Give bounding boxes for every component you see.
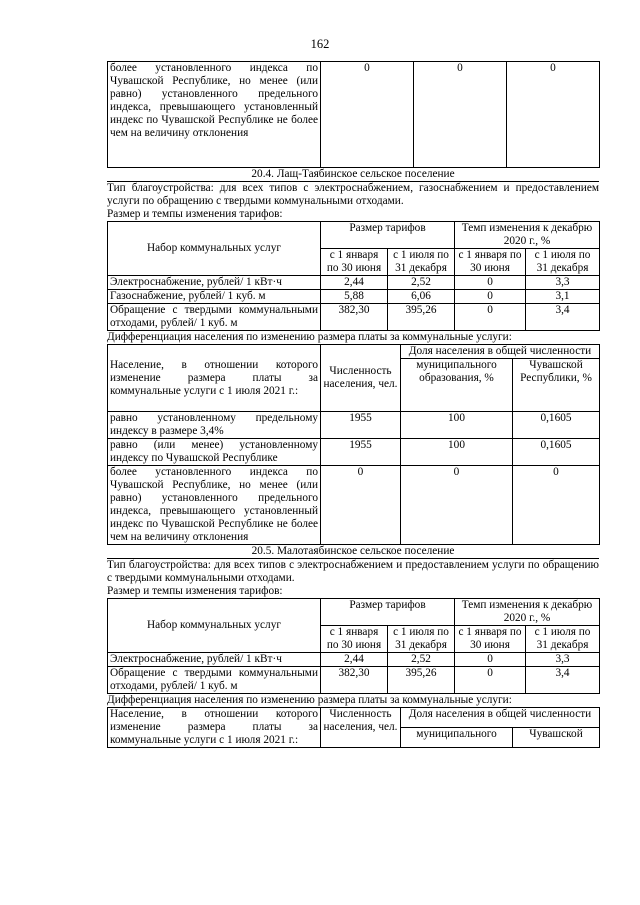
header-population: Население, в отношении которого изменение размера платы за коммунальные услуги с 1 июля 2021 г.: (108, 708, 321, 748)
cell-rep: 0 (507, 62, 600, 168)
cell-count: 0 (321, 62, 414, 168)
section-title-20-4: 20.4. Лащ-Таябинское сельское поселение (107, 168, 599, 182)
differentiation-table-20-5 (107, 707, 600, 748)
tariffs-caption-20-5: Размер и темпы изменения тарифов: (107, 585, 283, 597)
cell-value: 3,1 (526, 290, 600, 304)
cell-value: 3,3 (526, 276, 600, 290)
cell-rep: 0 (513, 466, 600, 545)
page-number: 162 (310, 37, 330, 51)
header-period-1: с 1 января по 30 июня (321, 249, 388, 276)
improvement-type-20-4: Тип благоустройства: для всех типов с электроснабжением, газоснабжением и предоставлением услуги по обращению с твердыми коммунальными отходами. (107, 182, 599, 207)
cell-value: 3,4 (526, 667, 600, 694)
header-period-2: с 1 июля по 31 декабря (388, 626, 455, 653)
cell-value: 2,52 (388, 653, 455, 667)
header-period-1: с 1 января по 30 июня (321, 626, 388, 653)
header-period-4: с 1 июля по 31 декабря (526, 626, 600, 653)
cell-value: 2,44 (321, 276, 388, 290)
cell-value: 2,44 (321, 653, 388, 667)
row-label: Электроснабжение, рублей/ 1 кВт·ч (108, 653, 321, 667)
row-label: более установленного индекса по Чувашской Республике, но менее (или равно) установленного предельного индекса, превышающего установленный индекс по Чувашской Республике не более чем на величину отклонения (108, 466, 321, 545)
table-row (108, 276, 600, 290)
row-label: Газоснабжение, рублей/ 1 куб. м (108, 290, 321, 304)
section-title-20-5: 20.5. Малотаябинское сельское поселение (107, 545, 599, 559)
differentiation-caption-20-4: Дифференциация населения по изменению размера платы за коммунальные услуги: (107, 331, 512, 343)
cell-rep: 0,1605 (513, 439, 600, 466)
header-period-4: с 1 июля по 31 декабря (526, 249, 600, 276)
differentiation-caption-20-5: Дифференциация населения по изменению размера платы за коммунальные услуги: (107, 694, 512, 706)
header-republic: Чувашской Республики, % (513, 359, 600, 412)
header-municipal: муниципального (401, 728, 513, 748)
table-header-row (108, 708, 600, 728)
header-population: Население, в отношении которого изменение размера платы за коммунальные услуги с 1 июля 2021 г.: (108, 345, 321, 412)
document-body (107, 61, 599, 748)
row-label: равно (или менее) установленному индексу по Чувашской Республике (108, 439, 321, 466)
cell-mun: 0 (401, 466, 513, 545)
top-continuation-table (107, 61, 600, 168)
header-services: Набор коммунальных услуг (108, 222, 321, 276)
row-label: Электроснабжение, рублей/ 1 кВт·ч (108, 276, 321, 290)
row-label: равно установленному предельному индексу в размере 3,4% (108, 412, 321, 439)
tariff-table-20-4 (107, 221, 600, 331)
cell-mun: 100 (401, 439, 513, 466)
header-change-rate: Темп изменения к декабрю 2020 г., % (455, 599, 600, 626)
cell-value: 395,26 (388, 304, 455, 331)
table-row (108, 290, 600, 304)
table-row (108, 466, 600, 545)
cell-value: 0 (455, 290, 526, 304)
tariff-table-20-5 (107, 598, 600, 694)
cell-value: 6,06 (388, 290, 455, 304)
row-label: Обращение с твердыми коммунальными отходами, рублей/ 1 куб. м (108, 667, 321, 694)
header-period-3: с 1 января по 30 июня (455, 626, 526, 653)
header-municipal: муниципального образования, % (401, 359, 513, 412)
cell-value: 382,30 (321, 304, 388, 331)
row-label: более установленного индекса по Чувашской Республике, но менее (или равно) установленного предельного индекса, превышающего установленный индекс по Чувашской Республике не более чем на величину отклонения (108, 62, 321, 168)
cell-count: 1955 (321, 412, 401, 439)
table-header-row (108, 222, 600, 249)
cell-value: 5,88 (321, 290, 388, 304)
header-share: Доля населения в общей численности (401, 708, 600, 728)
header-change-rate: Темп изменения к декабрю 2020 г., % (455, 222, 600, 249)
cell-value: 2,52 (388, 276, 455, 290)
cell-value: 395,26 (388, 667, 455, 694)
cell-rep: 0,1605 (513, 412, 600, 439)
cell-value: 3,4 (526, 304, 600, 331)
cell-value: 0 (455, 304, 526, 331)
cell-count: 0 (321, 466, 401, 545)
table-row (108, 62, 600, 168)
table-row (108, 304, 600, 331)
cell-count: 1955 (321, 439, 401, 466)
table-row (108, 667, 600, 694)
cell-value: 0 (455, 276, 526, 290)
cell-mun: 100 (401, 412, 513, 439)
header-period-3: с 1 января по 30 июня (455, 249, 526, 276)
cell-value: 3,3 (526, 653, 600, 667)
header-tariff-size: Размер тарифов (321, 222, 455, 249)
header-count: Численность населения, чел. (321, 345, 401, 412)
header-period-2: с 1 июля по 31 декабря (388, 249, 455, 276)
header-services: Набор коммунальных услуг (108, 599, 321, 653)
table-row (108, 653, 600, 667)
table-row (108, 412, 600, 439)
header-republic: Чувашской (513, 728, 600, 748)
header-share: Доля населения в общей численности (401, 345, 600, 359)
cell-value: 382,30 (321, 667, 388, 694)
header-count: Численность населения, чел. (321, 708, 401, 748)
row-label: Обращение с твердыми коммунальными отходами, рублей/ 1 куб. м (108, 304, 321, 331)
table-row (108, 439, 600, 466)
cell-mun: 0 (414, 62, 507, 168)
table-header-row (108, 599, 600, 626)
cell-value: 0 (455, 653, 526, 667)
differentiation-table-20-4 (107, 344, 600, 545)
header-tariff-size: Размер тарифов (321, 599, 455, 626)
cell-value: 0 (455, 667, 526, 694)
improvement-type-20-5: Тип благоустройства: для всех типов с электроснабжением и предоставлением услуги по обращению с твердыми коммунальными отходами. (107, 559, 599, 584)
table-header-row (108, 345, 600, 359)
tariffs-caption-20-4: Размер и темпы изменения тарифов: (107, 208, 283, 220)
